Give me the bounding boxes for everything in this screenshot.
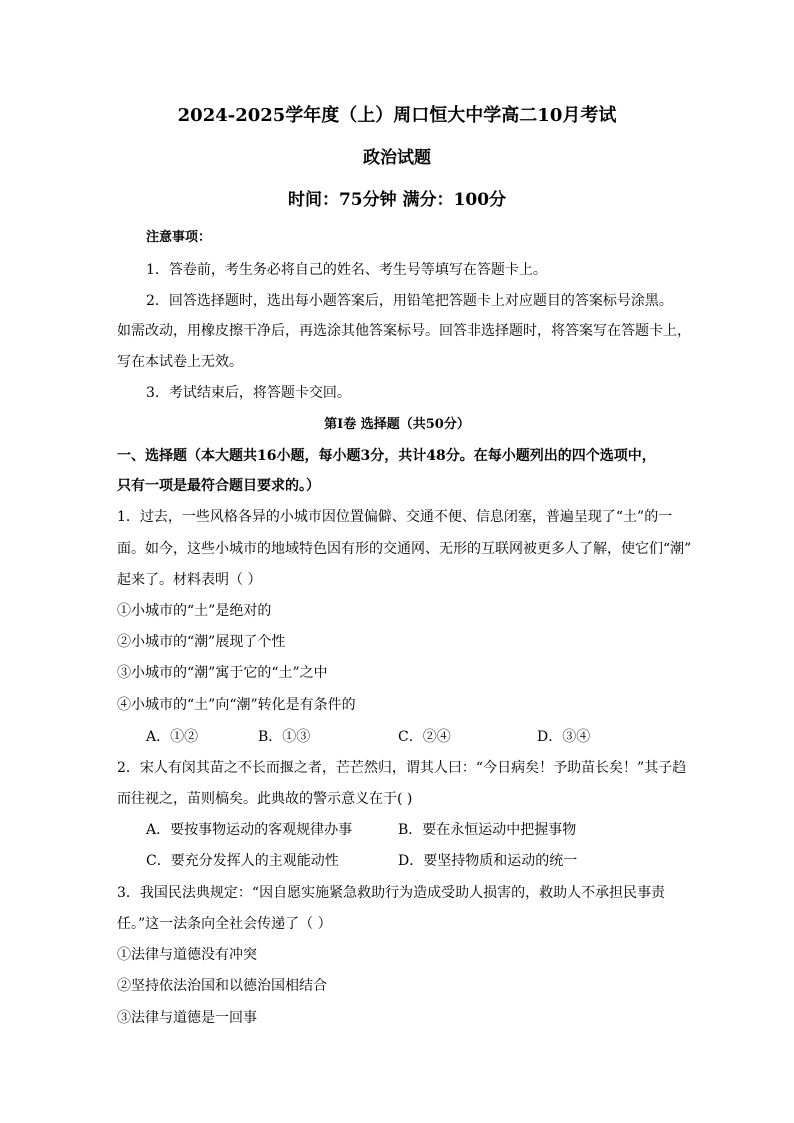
section-instruction-line-2: 只有一项是最符合题目要求的。） bbox=[117, 478, 320, 494]
question-2-line-1: 2．宋人有闵其苗之不长而揠之者，芒芒然归，谓其人曰：“今日病矣！予助苗长矣！”其子趋 bbox=[117, 760, 687, 776]
question-3-line-1: 3．我国民法典规定：“因自愿实施紧急救助行为造成受助人损害的，救助人不承担民事责 bbox=[117, 885, 666, 901]
notice-item-2-line-2: 如需改动，用橡皮擦干净后，再选涂其他答案标号。回答非选择题时，将答案写在答题卡上， bbox=[117, 323, 691, 339]
section-instruction-line-1: 一、选择题（本大题共16小题，每小题3分，共计48分。在每小题列出的四个选项中， bbox=[117, 448, 656, 464]
question-1-line-3: 起来了。材料表明（ ） bbox=[117, 572, 262, 588]
question-3-statement-3: ③法律与道德是一回事 bbox=[117, 1010, 257, 1026]
question-1-statement-4: ④小城市的“土”向“潮”转化是有条件的 bbox=[117, 697, 356, 713]
question-2-option-a: A．要按事物运动的客观规律办事 bbox=[146, 822, 353, 838]
question-1-option-c: C．②④ bbox=[398, 729, 451, 745]
notice-item-1: 1．答卷前，考生务必将自己的姓名、考生号等填写在答题卡上。 bbox=[146, 262, 547, 278]
question-3-statement-2: ②坚持依法治国和以德治国相结合 bbox=[117, 978, 327, 994]
time-and-score: 时间：75分钟 满分：100分 bbox=[287, 190, 507, 210]
notice-item-3: 3．考试结束后，将答题卡交回。 bbox=[146, 385, 351, 401]
question-1-line-2: 面。如今，这些小城市的地域特色因有形的交通网、无形的互联网被更多人了解，使它们“潮” bbox=[117, 541, 692, 557]
question-1-option-d: D．③④ bbox=[537, 729, 591, 745]
subject-title: 政治试题 bbox=[363, 148, 431, 168]
question-1-option-b: B．①③ bbox=[258, 729, 311, 745]
question-2-option-c: C．要充分发挥人的主观能动性 bbox=[146, 853, 339, 869]
question-1-statement-2: ②小城市的“潮”展现了个性 bbox=[117, 634, 286, 650]
notice-item-2-line-3: 写在本试卷上无效。 bbox=[117, 354, 243, 370]
notice-item-2-line-1: 2．回答选择题时，选出每小题答案后，用铅笔把答题卡上对应题目的答案标号涂黑。 bbox=[146, 293, 673, 309]
notice-heading: 注意事项： bbox=[146, 230, 212, 245]
question-1-statement-1: ①小城市的“土”是绝对的 bbox=[117, 603, 272, 619]
question-1-statement-3: ③小城市的“潮”寓于它的“土”之中 bbox=[117, 665, 328, 681]
section-title: 第Ⅰ卷 选择题（共50分） bbox=[324, 417, 470, 432]
question-2-option-d: D．要坚持物质和运动的统一 bbox=[398, 853, 578, 869]
question-3-line-2: 任。”这一法条向全社会传递了（ ） bbox=[117, 916, 332, 932]
question-1-option-a: A．①② bbox=[146, 729, 199, 745]
question-3-statement-1: ①法律与道德没有冲突 bbox=[117, 947, 257, 963]
question-2-option-b: B．要在永恒运动中把握事物 bbox=[398, 822, 577, 838]
exam-title: 2024-2025学年度（上）周口恒大中学高二10月考试 bbox=[177, 105, 617, 126]
question-1-line-1: 1．过去，一些风格各异的小城市因位置偏僻、交通不便、信息闭塞，普遍呈现了“土”的一 bbox=[117, 509, 673, 525]
question-2-line-2: 而往视之，苗则槁矣。此典故的警示意义在于( ) bbox=[117, 791, 413, 807]
